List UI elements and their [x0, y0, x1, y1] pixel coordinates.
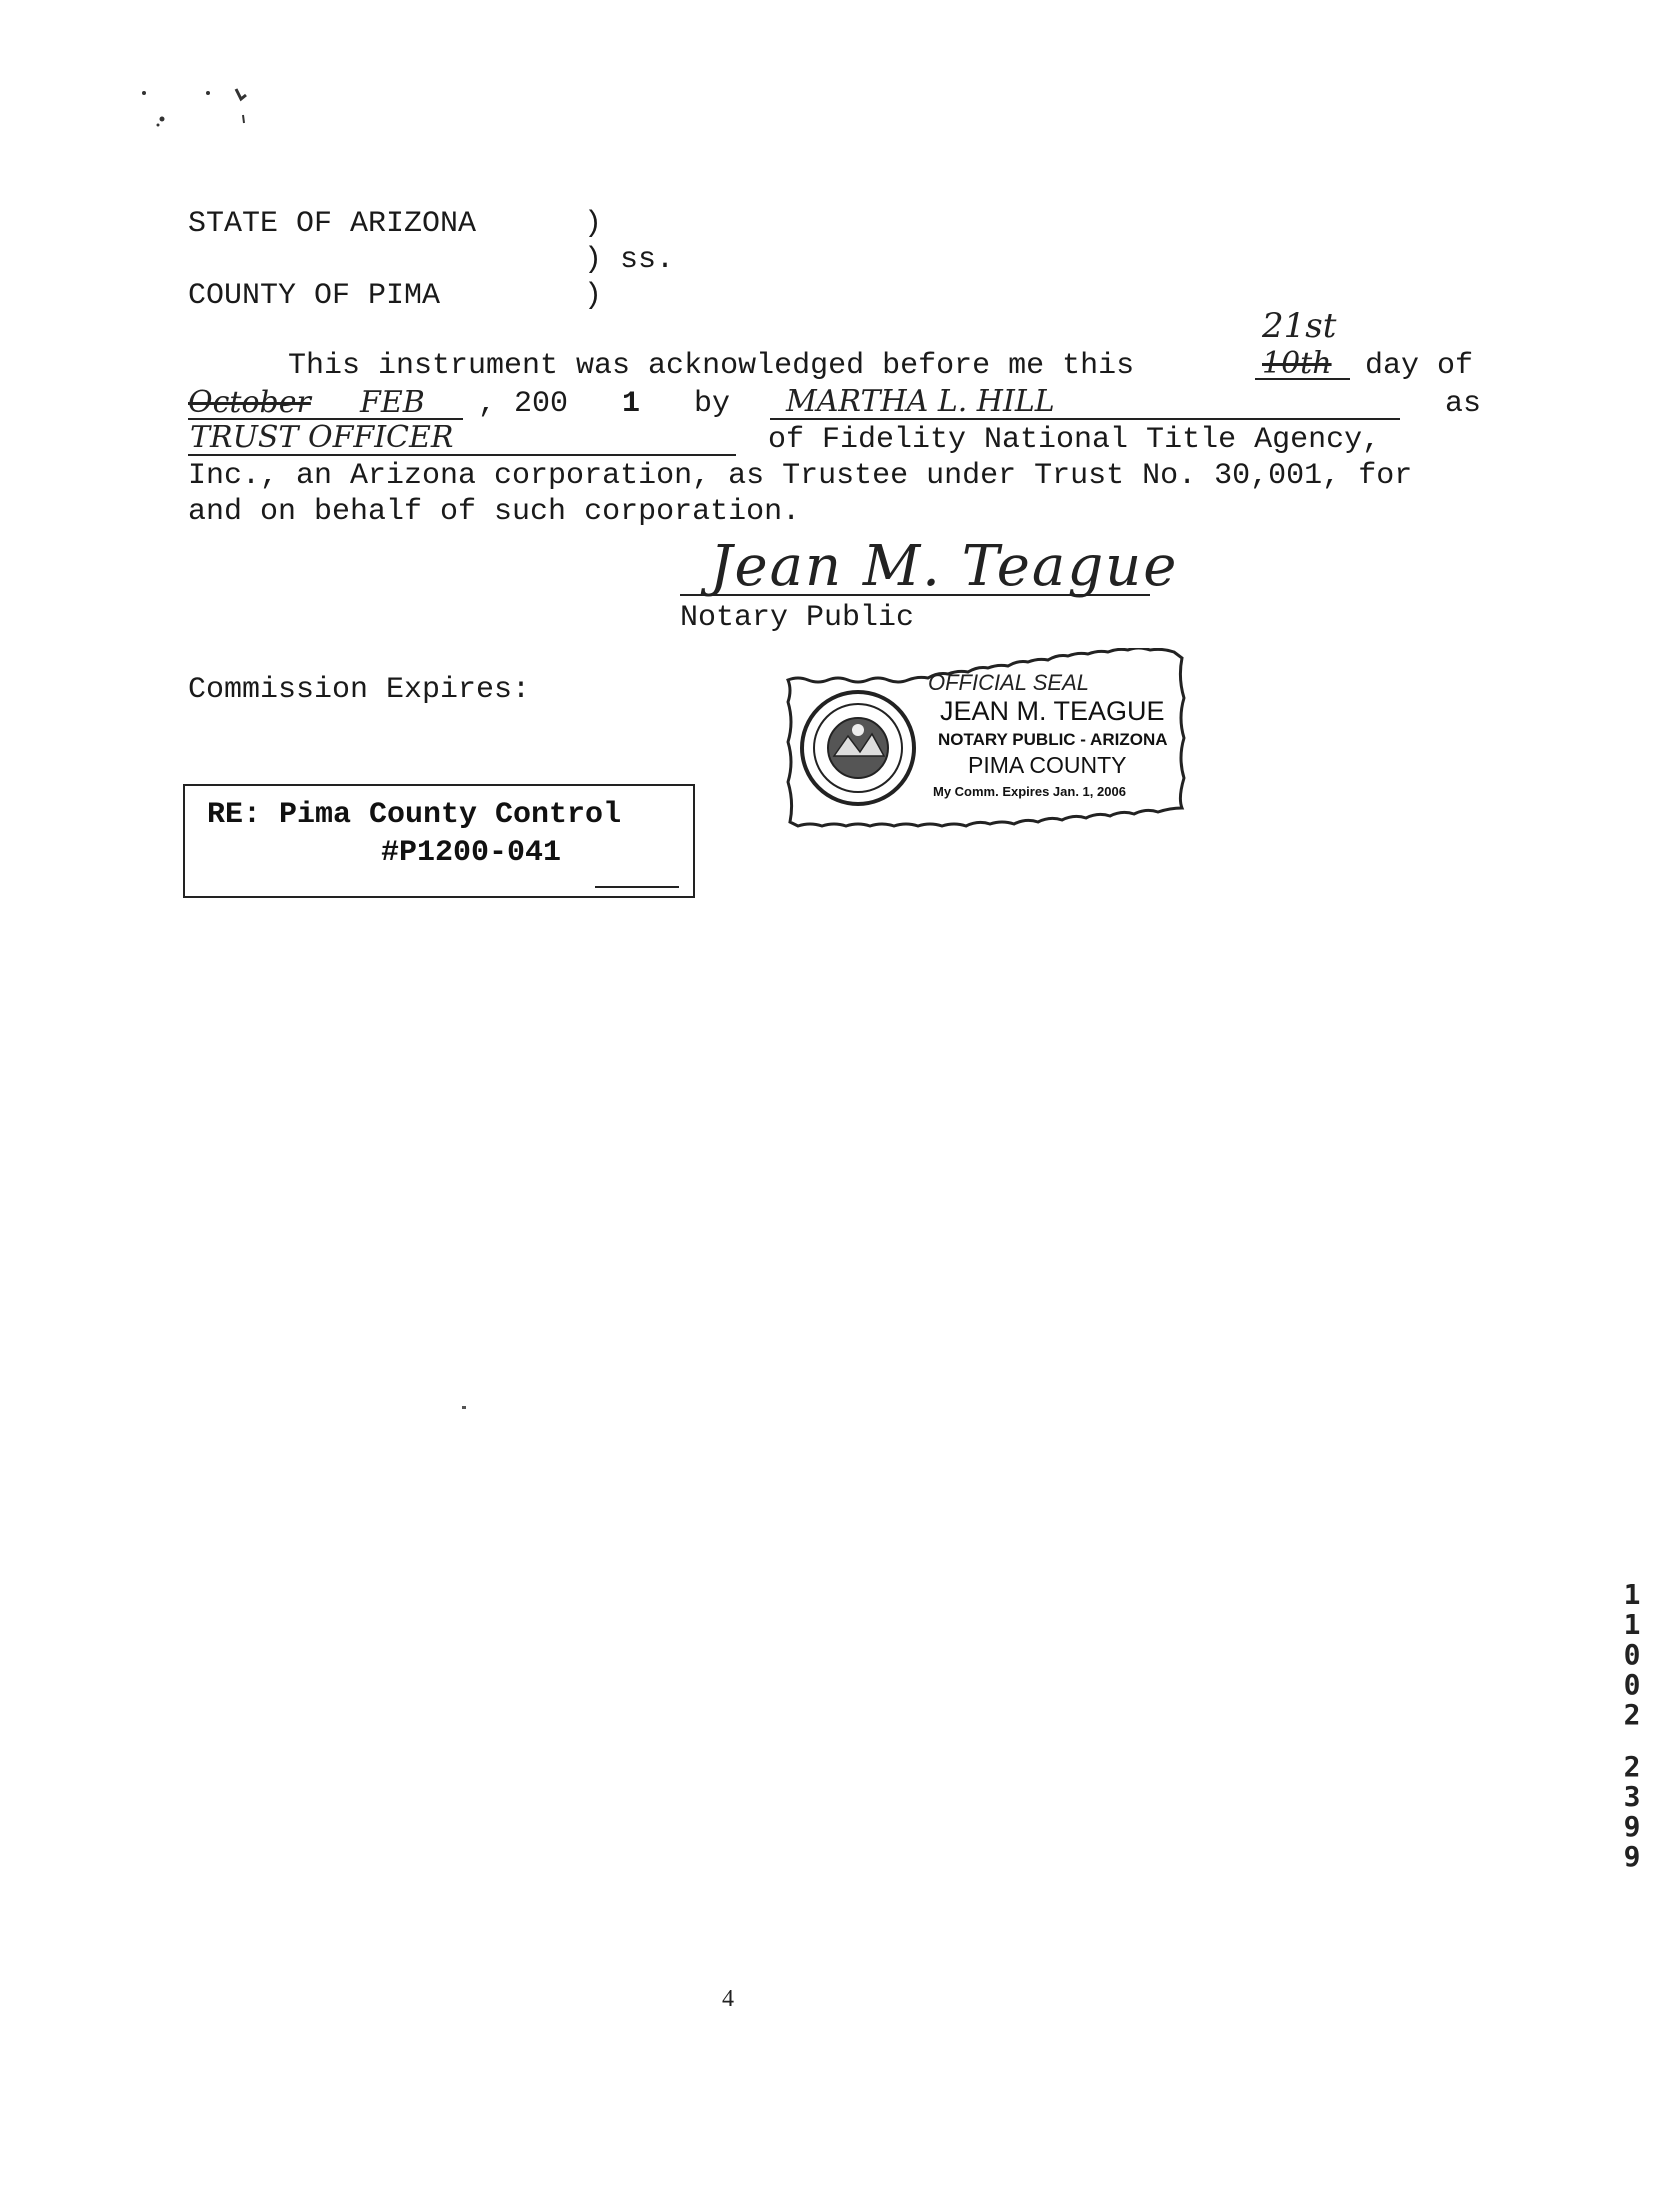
- seal-line1: OFFICIAL SEAL: [928, 670, 1089, 695]
- notary-signature-line: [680, 594, 1150, 596]
- state-line: STATE OF ARIZONA: [188, 207, 477, 241]
- seal-line3: NOTARY PUBLIC - ARIZONA: [938, 730, 1168, 749]
- reference-line1: RE: Pima County Control: [207, 798, 622, 832]
- year-prefix: , 200: [478, 387, 569, 421]
- ack-line5: and on behalf of such corporation.: [188, 495, 801, 529]
- day-handwritten: 21st: [1262, 306, 1337, 346]
- stamp-digit: 2: [1623, 1698, 1641, 1731]
- stamp-digit: 2: [1623, 1750, 1641, 1783]
- ss-label: ss.: [620, 243, 675, 277]
- recording-stamp-numbers: [1612, 1580, 1652, 1872]
- ack-line1-suffix: day of: [1365, 349, 1474, 383]
- day-struck: 10th: [1262, 346, 1332, 381]
- stamp-digit: 3: [1623, 1780, 1641, 1813]
- stamp-digit: 9: [1623, 1810, 1641, 1843]
- seal-line5: My Comm. Expires Jan. 1, 2006: [933, 784, 1126, 799]
- caption-paren-3: ): [584, 279, 603, 313]
- year-digit: 1: [622, 387, 641, 421]
- caption-paren-1: ): [584, 207, 603, 241]
- notary-label: Notary Public: [680, 601, 915, 635]
- stamp-digit: 1: [1623, 1578, 1641, 1611]
- ack-line4: Inc., an Arizona corporation, as Trustee under Trust No. 30,001, for: [188, 459, 1413, 493]
- scan-specks: [140, 85, 280, 135]
- seal-line2: JEAN M. TEAGUE: [940, 696, 1165, 726]
- county-line: COUNTY OF PIMA: [188, 279, 441, 313]
- stamp-digit: 0: [1623, 1638, 1641, 1671]
- signer-title-underline: [188, 454, 736, 456]
- commission-expires-label: Commission Expires:: [188, 673, 531, 707]
- signer-name-underline: [770, 418, 1400, 420]
- ack-line1-prefix: This instrument was acknowledged before me this: [288, 349, 1135, 383]
- month-struck: October: [188, 385, 311, 420]
- scan-speck: [462, 1406, 466, 1409]
- seal-line4: PIMA COUNTY: [968, 752, 1127, 778]
- reference-underline: [595, 886, 679, 888]
- day-underline: [1255, 378, 1350, 380]
- by-label: by: [694, 387, 731, 421]
- signer-title: TRUST OFFICER: [190, 420, 454, 455]
- official-seal-stamp: [778, 648, 1198, 828]
- month-handwritten: FEB: [360, 385, 425, 420]
- ack-line3-suffix: of Fidelity National Title Agency,: [768, 423, 1381, 457]
- reference-box: [183, 784, 695, 898]
- reference-control-number: #P1200-041: [381, 836, 562, 870]
- stamp-digit: 1: [1623, 1608, 1641, 1641]
- as-label: as: [1445, 387, 1482, 421]
- caption-paren-2: ): [584, 243, 603, 277]
- stamp-digit: 0: [1623, 1668, 1641, 1701]
- page-number: 4: [722, 1986, 734, 2012]
- signer-name: MARTHA L. HILL: [786, 384, 1055, 419]
- stamp-digit: 9: [1623, 1840, 1641, 1873]
- notary-signature: Jean M. Teague: [710, 534, 1179, 599]
